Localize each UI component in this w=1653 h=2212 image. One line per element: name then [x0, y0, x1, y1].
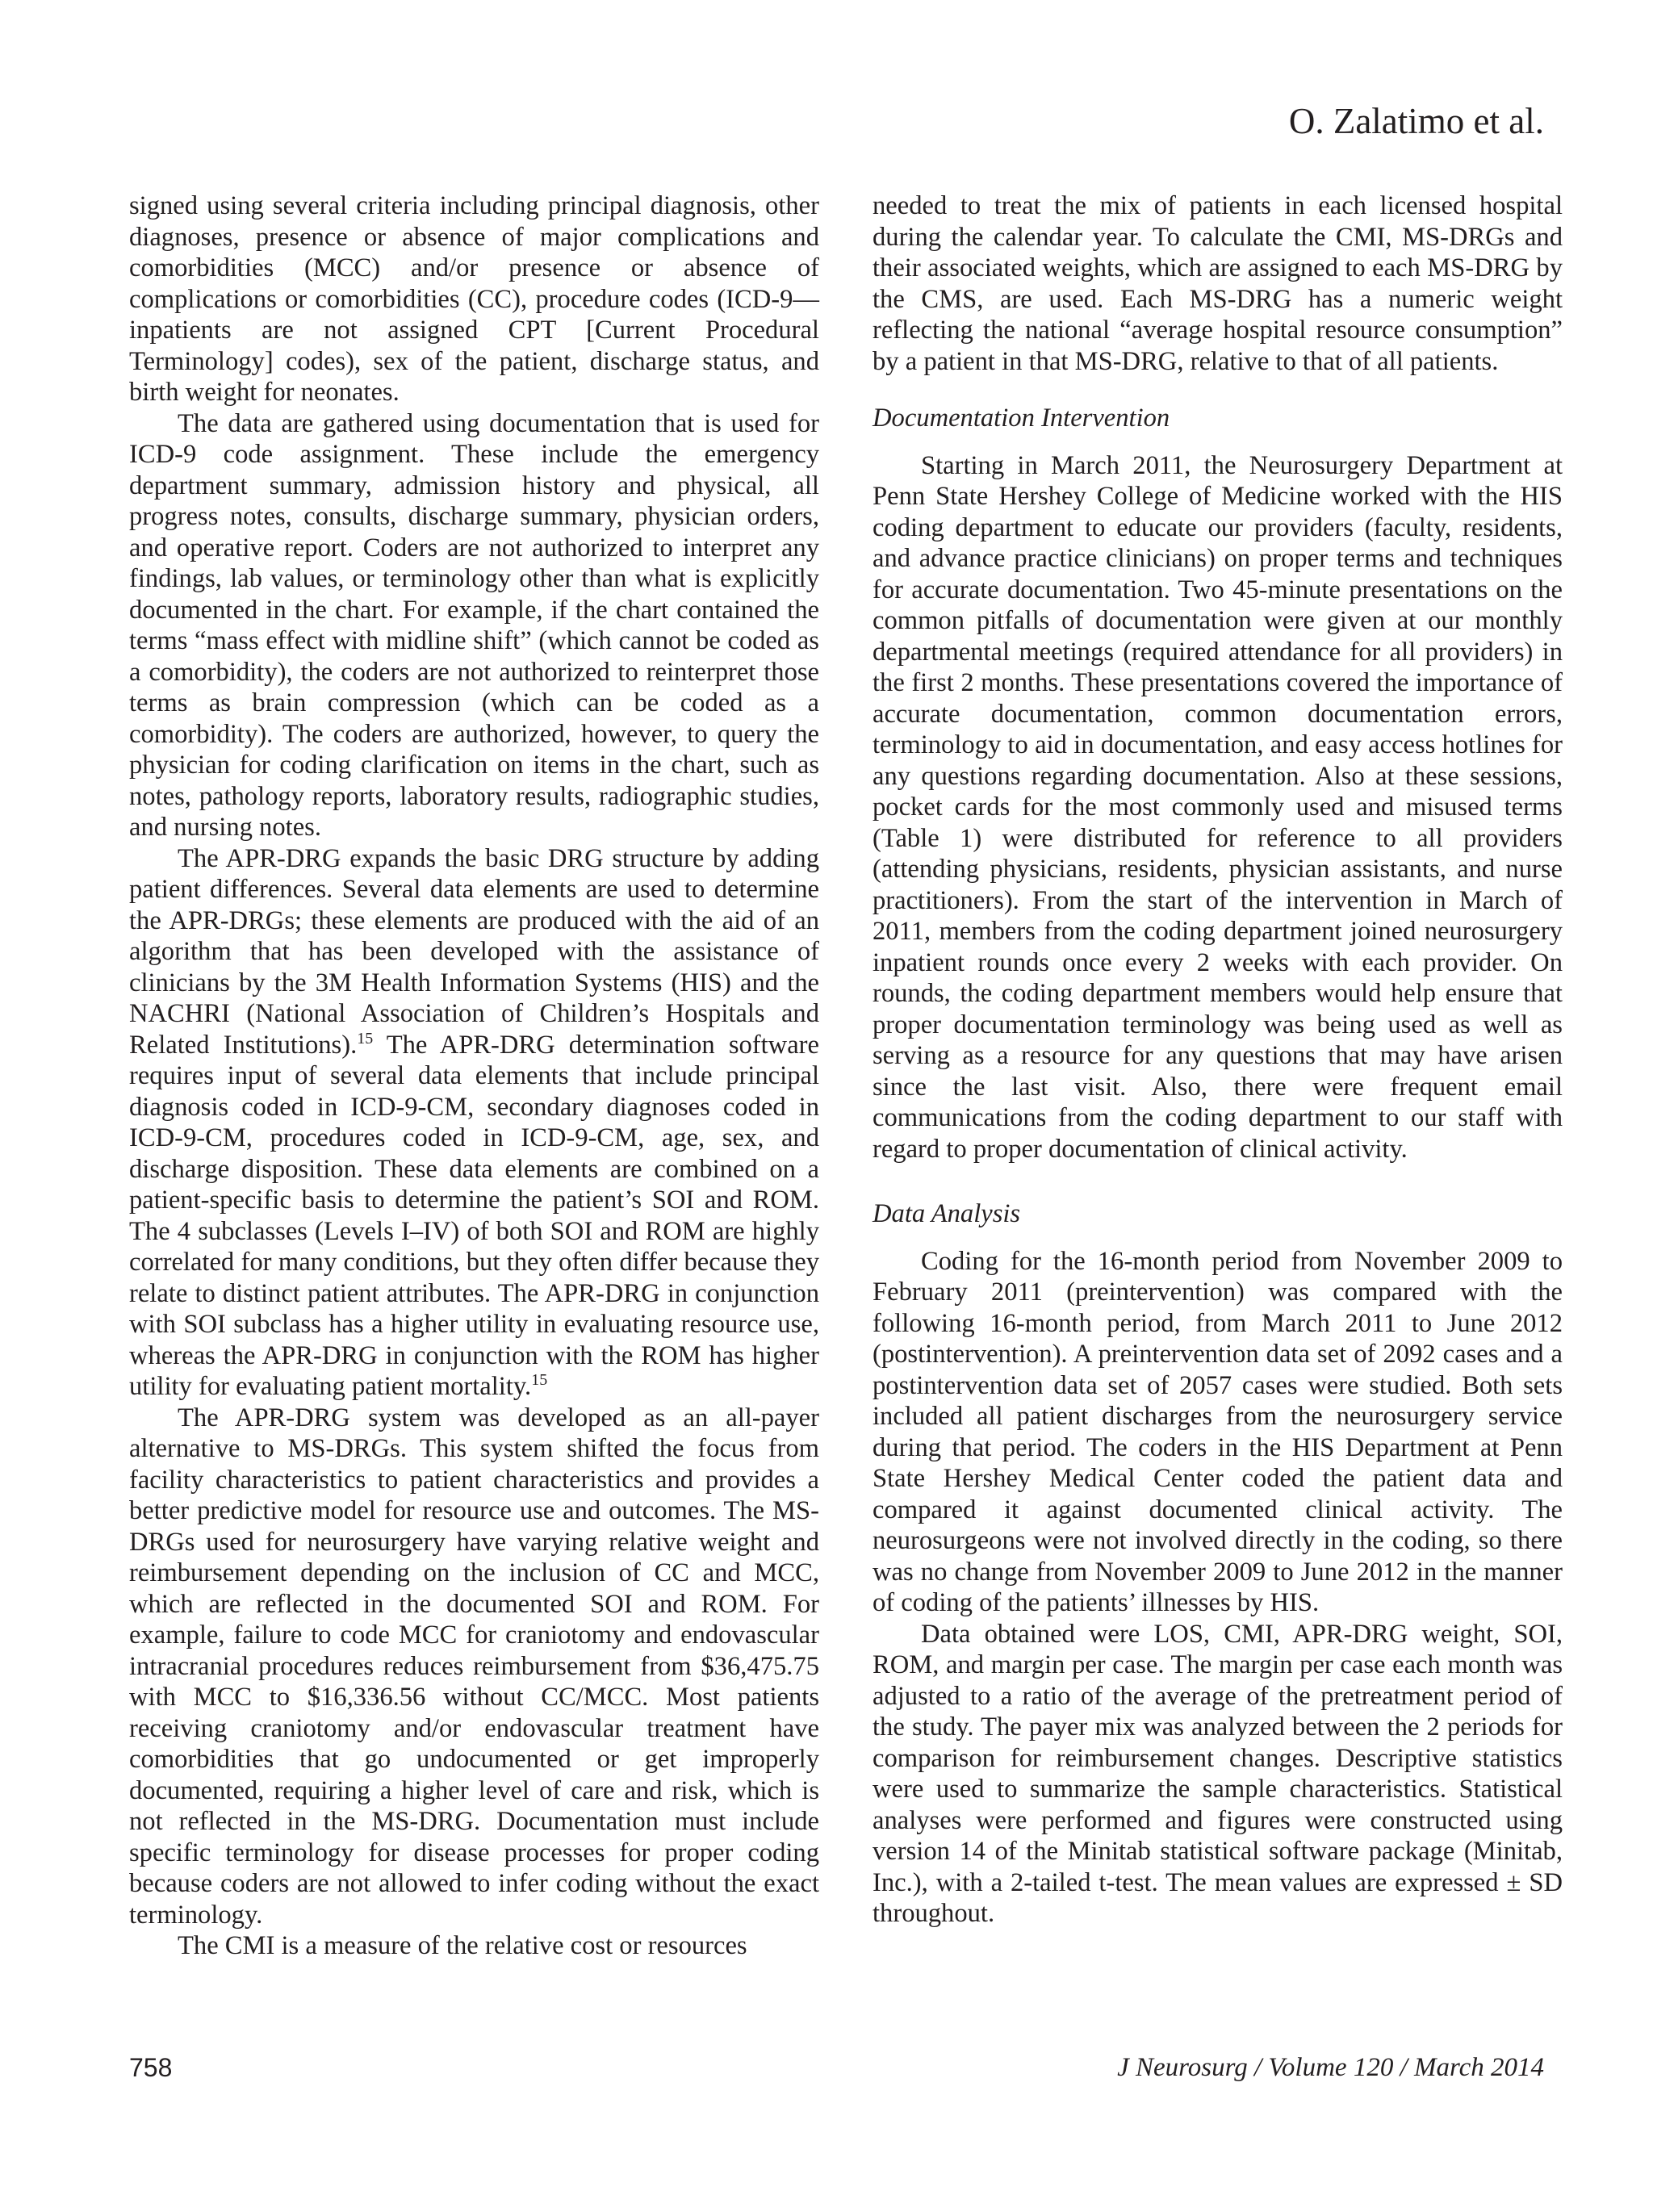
- paragraph: needed to treat the mix of patients in each licensed hospital during the calendar year. To calculate the CMI, MS-DRGs and their associated weights, which are assigned to each MS-DRG by the CMS, are used. Each MS-DRG has a numeric weight reflecting the national “average hospital resource consumption” by a patient in that MS-DRG, relative to that of all patients.: [873, 191, 1563, 376]
- paragraph: The APR-DRG system was developed as an all-payer alternative to MS-DRGs. This system shifted the focus from facility characteristics to patient characteristics and provides a better predictive model for resource use and outcomes. The MS-DRGs used for neurosurgery have varying relative weight and reimbursement depending on the inclusion of CC and MCC, which are reflected in the documented SOI and ROM. For example, failure to code MCC for craniotomy and endovascular intracranial procedures reduces reimbursement from $36,475.75 with MCC to $16,336.56 without CC/MCC. Most patients receiving craniotomy and/or endovascular treatment have comorbidities that go undocumented or get improperly documented, requiring a higher level of care and risk, which is not reflected in the MS-DRG. Documentation must include specific terminology for disease processes for proper coding because coders are not allowed to infer coding without the exact terminology.: [129, 1403, 819, 1930]
- paragraph: Starting in March 2011, the Neurosurgery Department at Penn State Hershey College of Medicine worked with the HIS coding department to educate our providers (faculty, residents, and advance practice clinicians) on proper terms and techniques for accurate documentation. Two 45-minute presentations on the common pitfalls of documentation were given at our monthly departmental meetings (required attendance for all providers) in the first 2 months. These presentations covered the importance of accurate documentation, common documentation errors, terminology to aid in documentation, and easy access hotlines for any questions regarding documentation. Also at these sessions, pocket cards for the most commonly used and misused terms (Table 1) were distributed for reference to all providers (attending physicians, residents, physician assistants, and nurse practitioners). From the start of the intervention in March of 2011, members from the coding department joined neurosurgery inpatient rounds once every 2 weeks with each provider. On rounds, the coding department members would help ensure that proper documentation terminology was being used as well as serving as a resource for any questions that may have arisen since the last visit. Also, there were frequent email communications from the coding department to our staff with regard to proper documentation of clinical activity.: [873, 450, 1563, 1164]
- paragraph: The CMI is a measure of the relative cost or resources: [178, 1931, 747, 1960]
- paragraph: [129, 843, 819, 1403]
- running-head: O. Zalatimo et al.: [1288, 101, 1544, 141]
- paragraph: Coding for the 16-month period from November 2009 to February 2011 (preintervention) was compared with the following 16-month period, from March 2011 to June 2012 (postintervention). A preintervention data set of 2092 cases and a postintervention data set of 2057 cases were studied. Both sets included all patient discharges from the neurosurgery service during that period. The coders in the HIS Department at Penn State Hershey Medical Center coded the patient data and compared it against documented clinical activity. The neurosurgeons were not involved directly in the coding, so there was no change from November 2009 to June 2012 in the manner of coding of the patients’ illnesses by HIS.: [873, 1246, 1563, 1617]
- paragraph: signed using several criteria including principal diagnosis, other diagnoses, presence or absence of major complications and comorbidities (MCC) and/or presence or absence of complications or comorbidities (CC), procedure codes (ICD-9—inpatients are not assigned CPT [Current Procedural Terminology] codes), sex of the patient, discharge status, and birth weight for neonates.: [129, 191, 819, 407]
- paragraph: The data are gathered using documentation that is used for ICD-9 code assignment. These include the emergency department summary, admission history and physical, all progress notes, consults, discharge summary, physician orders, and operative report. Coders are not authorized to interpret any findings, lab values, or terminology other than what is explicitly documented in the chart. For example, if the chart contained the terms “mass effect with midline shift” (which cannot be coded as a comorbidity), the coders are not authorized to reinterpret those terms as brain compression (which can be coded as a comorbidity). The coders are authorized, however, to query the physician for coding clarification on items in the chart, such as notes, pathology reports, laboratory results, radiographic studies, and nursing notes.: [129, 408, 819, 842]
- page-number: 758: [129, 2053, 173, 2082]
- left-column: [129, 190, 819, 1962]
- paragraph-text: The APR-DRG determination software requires input of several data elements that include principal diagnosis coded in ICD-9-CM, secondary diagnoses coded in ICD-9-CM, procedures coded in ICD-9-CM, age, sex, and discharge disposition. These data elements are combined on a patient-specific basis to determine the patient’s SOI and ROM. The 4 subclasses (Levels I–IV) of both SOI and ROM are highly correlated for many conditions, but they often differ because they relate to distinct patient attributes. The APR-DRG in conjunction with SOI subclass has a higher utility in evaluating resource use, whereas the APR-DRG in conjunction with the ROM has higher utility for evaluating patient mortality.: [129, 1030, 819, 1401]
- paragraph: Data obtained were LOS, CMI, APR-DRG weight, SOI, ROM, and margin per case. The margin per case each month was adjusted to a ratio of the average of the pretreatment period of the study. The payer mix was analyzed between the 2 periods for comparison for reimbursement changes. Descriptive statistics were used to summarize the sample characteristics. Statistical analyses were performed and figures were constructed using version 14 of the Minitab statistical software package (Minitab, Inc.), with a 2-tailed t-test. The mean values are expressed ± SD throughout.: [873, 1619, 1563, 1928]
- reference-superscript: 15: [357, 1029, 374, 1047]
- journal-citation: J Neurosurg / Volume 120 / March 2014: [1117, 2053, 1544, 2082]
- section-heading: Documentation Intervention: [873, 404, 1170, 433]
- paragraph-text: The APR-DRG expands the basic DRG structure by adding patient differences. Several data elements are used to determine the APR-DRGs; these elements are produced with the aid of an algorithm that has been developed with the assistance of clinicians by the 3M Health Information Systems (HIS) and the NACHRI (National Association of Children’s Hospitals and Related Institutions).: [129, 843, 819, 1060]
- section-heading: Data Analysis: [873, 1199, 1021, 1228]
- right-column: [873, 190, 1563, 1930]
- reference-superscript: 15: [531, 1371, 548, 1389]
